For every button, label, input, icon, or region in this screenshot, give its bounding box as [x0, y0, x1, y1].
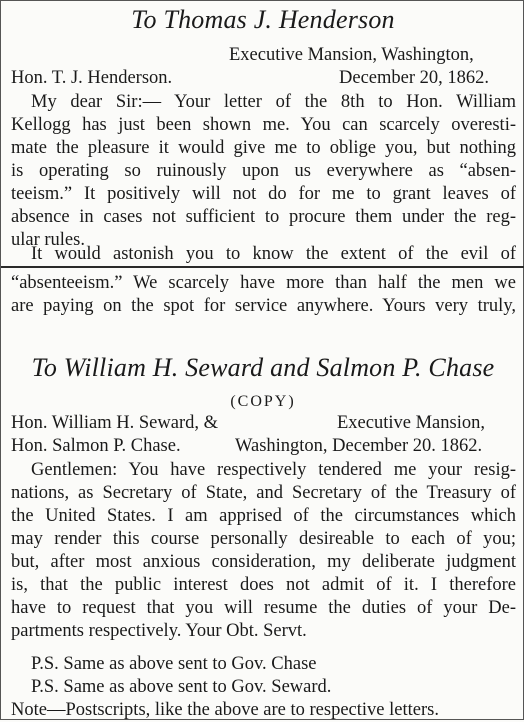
letter2-line: but, after most anxious consideration, my deliberate judgment [11, 552, 516, 572]
letter2-addressee: Hon. William H. Seward, & [11, 413, 219, 433]
letter2-line: nations, as Secretary of State, and Secretary of the Treasury of [11, 483, 516, 503]
letter2-line: Gentlemen: You have respectively tendered me your resig- [31, 460, 516, 480]
letter1-date: December 20, 1862. [339, 68, 490, 88]
letter1-title: To Thomas J. Henderson [131, 5, 395, 34]
letter1-line: is operating so ruinously upon us everywhere as “absen- [11, 161, 516, 181]
letter1-line: ular rules. [11, 230, 85, 250]
postscript: P.S. Same as above sent to Gov. Seward. [31, 677, 332, 697]
letter1-line: teeism.” It positively will not do for me to grant leaves of [11, 184, 516, 204]
letter2-line: partments respectively. Your Obt. Servt. [11, 621, 307, 641]
letter2-title: To William H. Seward and Salmon P. Chase [31, 353, 495, 382]
letter2-line: is, that the public interest does not admit of it. I therefore [11, 575, 516, 595]
letter1-line: mate the pleasure it would give me to oblige you, but nothing [11, 138, 516, 158]
page-divider [1, 266, 524, 268]
postscript-note: Note—Postscripts, like the above are to respective letters. [11, 700, 439, 720]
letter1-line: Kellogg has just been shown me. You can scarcely overesti- [11, 115, 516, 135]
letter2-addressee: Hon. Salmon P. Chase. [11, 436, 181, 456]
letter1-recipient: Hon. T. J. Henderson. [11, 68, 173, 88]
letter1-line: are paying on the spot for service anywhere. Yours very truly, [11, 296, 516, 316]
letter1-line: “absenteeism.” We scarcely have more than half the men we [11, 273, 516, 293]
copy-label: (COPY) [230, 393, 296, 410]
letter1-line: My dear Sir:— Your letter of the 8th to Hon. William [31, 92, 516, 112]
letter2-line: have to request that you will resume the duties of your De- [11, 598, 516, 618]
letter2-line: the United States. I am apprised of the circumstances which [11, 506, 516, 526]
letter1-line: It would astonish you to know the extent of the evil of [31, 244, 516, 264]
letter2-date: Washington, December 20. 1862. [235, 436, 483, 456]
letter2-place: Executive Mansion, [337, 413, 485, 433]
letter2-line: may render this course personally desireable to each of you; [11, 529, 516, 549]
letter1-line: absence in cases not sufficient to procure them under the reg- [11, 207, 516, 227]
postscript: P.S. Same as above sent to Gov. Chase [31, 654, 317, 674]
letter1-place: Executive Mansion, Washington, [229, 45, 474, 65]
